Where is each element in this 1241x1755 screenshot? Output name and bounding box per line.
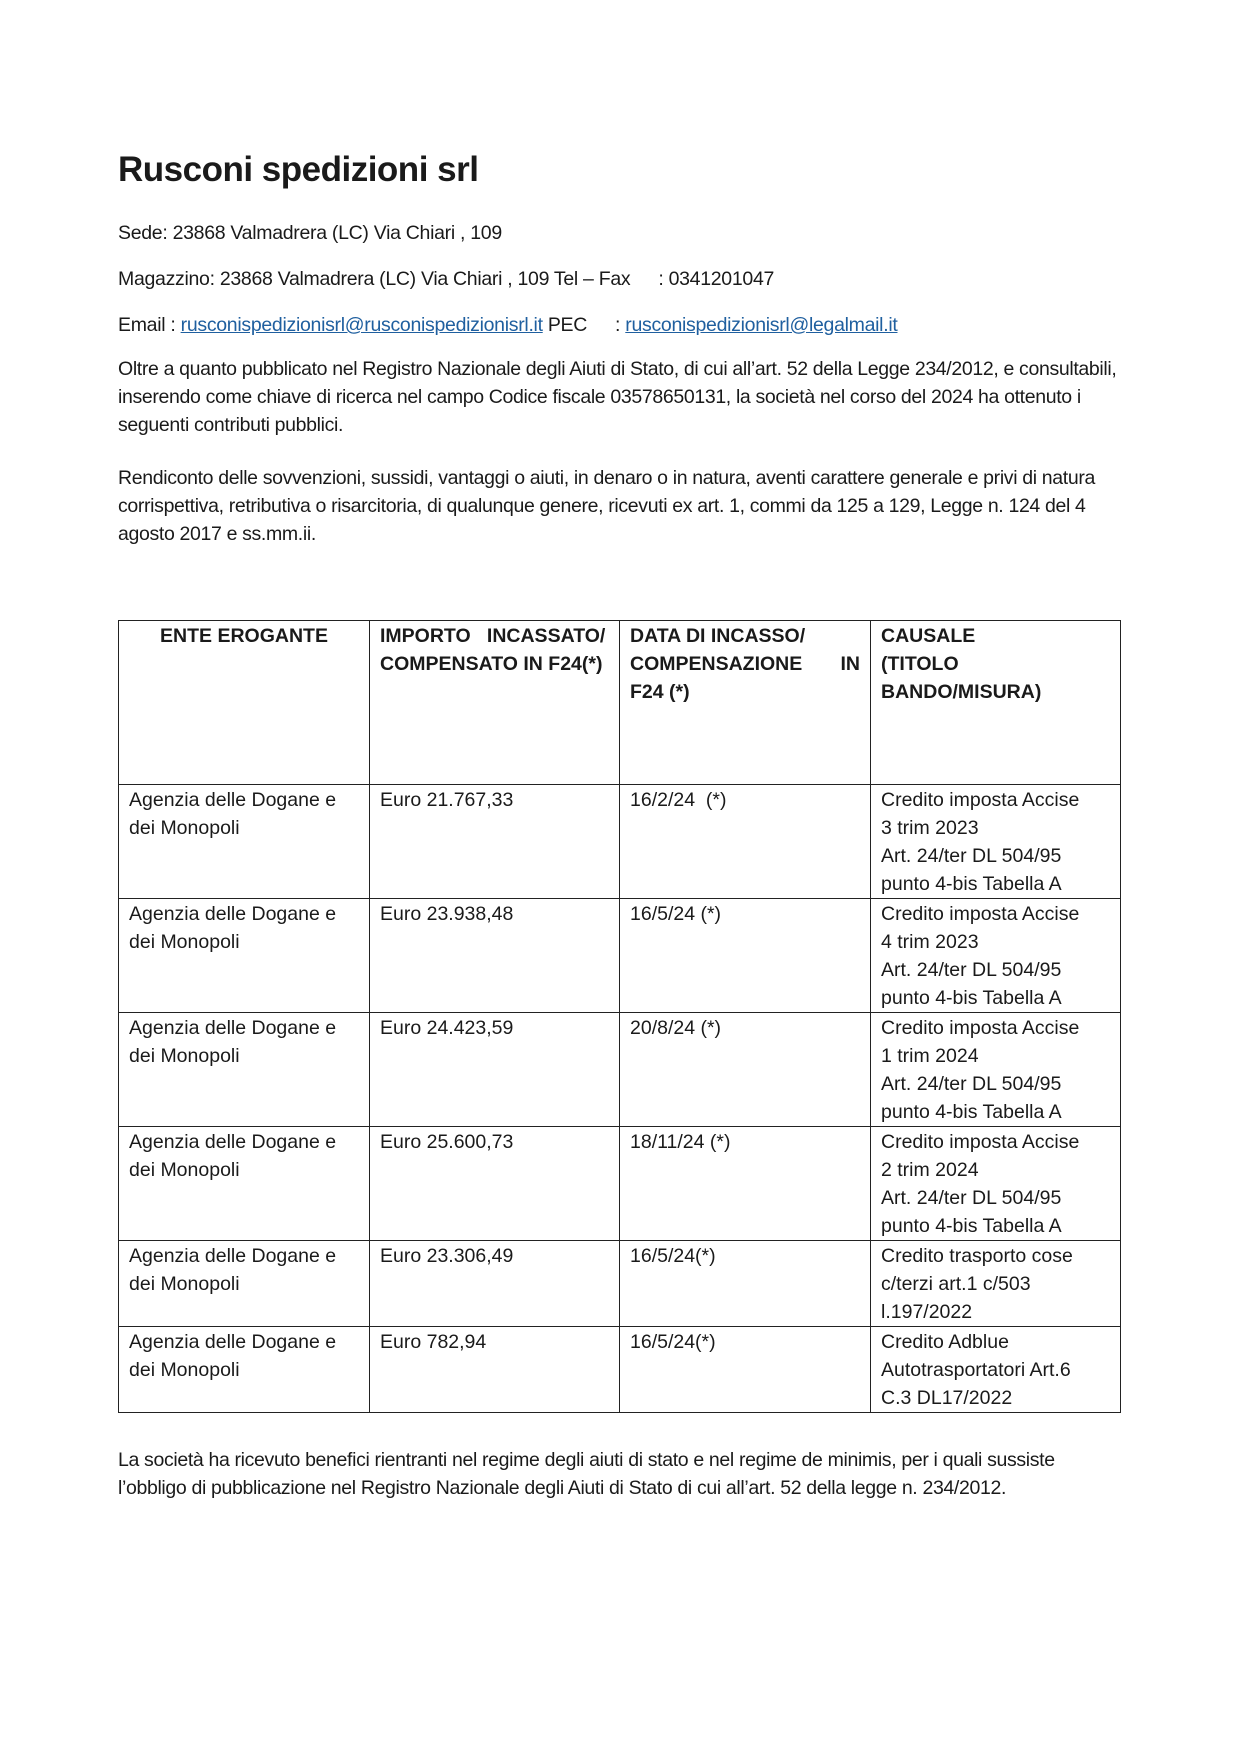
- header-causale: [871, 621, 1121, 785]
- causale-line: 4 trim 2023: [881, 931, 979, 953]
- cell-data: [620, 1241, 871, 1327]
- cell-ente: [119, 1127, 370, 1241]
- header-ente-erogante: [119, 621, 370, 785]
- ente-line-1: Agenzia delle Dogane e: [129, 789, 337, 811]
- header-data-line-2a: COMPENSAZIONE: [630, 653, 803, 675]
- data-text: 16/5/24 (*): [630, 903, 722, 925]
- cell-data: [620, 1127, 871, 1241]
- causale-line: Credito trasporto cose: [881, 1245, 1073, 1267]
- header-importo-line-1: IMPORTO INCASSATO/: [380, 625, 606, 647]
- ente-line-2: dei Monopoli: [129, 1273, 240, 1295]
- ente-line-1: Agenzia delle Dogane e: [129, 1017, 337, 1039]
- header-causale-line-3: BANDO/MISURA): [881, 681, 1042, 703]
- cell-importo: Euro 782,94: [370, 1327, 620, 1413]
- causale-line: Art. 24/ter DL 504/95: [881, 959, 1062, 981]
- cell-data: [620, 785, 871, 899]
- cell-ente: [119, 1241, 370, 1327]
- cell-importo: Euro 25.600,73: [370, 1127, 620, 1241]
- email-label: Email :: [118, 314, 176, 336]
- causale-line: c/terzi art.1 c/503: [881, 1273, 1031, 1295]
- causale-line: punto 4-bis Tabella A: [881, 1215, 1062, 1237]
- header-importo: [370, 621, 620, 785]
- email-line: [118, 314, 897, 337]
- table-row: [119, 1327, 1121, 1413]
- causale-line: 1 trim 2024: [881, 1045, 979, 1067]
- tel-fax-number: 0341201047: [668, 268, 775, 290]
- cell-ente: [119, 1327, 370, 1413]
- header-importo-line-2: COMPENSATO IN F24(*): [380, 653, 603, 675]
- data-text: 18/11/24 (*): [630, 1131, 731, 1153]
- causale-line: 2 trim 2024: [881, 1159, 979, 1181]
- header-data-line-2b: IN: [840, 653, 860, 675]
- causale-line: l.197/2022: [881, 1301, 973, 1323]
- ente-line-2: dei Monopoli: [129, 817, 240, 839]
- cell-causale: [871, 1013, 1121, 1127]
- causale-line: 3 trim 2023: [881, 817, 979, 839]
- email-link[interactable]: rusconispedizionisrl@rusconispedizionisrl.it: [180, 314, 543, 336]
- cell-causale: [871, 1241, 1121, 1327]
- causale-line: Art. 24/ter DL 504/95: [881, 1187, 1062, 1209]
- causale-line: punto 4-bis Tabella A: [881, 873, 1062, 895]
- magazzino-address: Magazzino: 23868 Valmadrera (LC) Via Chiari , 109 Tel – Fax: [118, 268, 631, 290]
- cell-importo: Euro 23.938,48: [370, 899, 620, 1013]
- causale-line: Credito imposta Accise: [881, 1131, 1080, 1153]
- ente-line-2: dei Monopoli: [129, 931, 240, 953]
- data-text: 16/2/24 (*): [630, 789, 727, 811]
- cell-importo: Euro 24.423,59: [370, 1013, 620, 1127]
- cell-causale: [871, 1127, 1121, 1241]
- causale-line: Credito Adblue: [881, 1331, 1009, 1353]
- cell-ente: [119, 785, 370, 899]
- cell-causale: [871, 1327, 1121, 1413]
- closing-paragraph: La società ha ricevuto benefici rientranti nel regime degli aiuti di stato e nel regime de minimis, per i quali sussiste l’obbligo di pubblicazione nel Registro Nazionale degli Aiuti di Stato di cui all’art. 52 della legge n. 234/2012.: [118, 1449, 1055, 1499]
- data-text: 16/5/24(*): [630, 1245, 716, 1267]
- data-text: 16/5/24(*): [630, 1331, 716, 1353]
- company-title: Rusconi spedizioni srl: [118, 150, 479, 189]
- causale-line: Credito imposta Accise: [881, 789, 1080, 811]
- magazzino-line: [118, 268, 774, 291]
- tel-fax-separator: :: [658, 268, 664, 290]
- ente-line-2: dei Monopoli: [129, 1359, 240, 1381]
- cell-importo: Euro 21.767,33: [370, 785, 620, 899]
- header-data: [620, 621, 871, 785]
- pec-separator: :: [615, 314, 621, 336]
- header-data-line-1: DATA DI INCASSO/: [630, 625, 806, 647]
- cell-data: [620, 899, 871, 1013]
- table-row: [119, 1127, 1121, 1241]
- cell-importo: Euro 23.306,49: [370, 1241, 620, 1327]
- table-row: [119, 899, 1121, 1013]
- causale-line: Art. 24/ter DL 504/95: [881, 845, 1062, 867]
- ente-line-1: Agenzia delle Dogane e: [129, 1331, 337, 1353]
- table-row: [119, 1241, 1121, 1327]
- header-ente-text: ENTE EROGANTE: [160, 625, 328, 647]
- ente-line-1: Agenzia delle Dogane e: [129, 903, 337, 925]
- causale-line: Credito imposta Accise: [881, 1017, 1080, 1039]
- header-causale-line-1: CAUSALE: [881, 625, 976, 647]
- contributions-table: [118, 620, 1121, 1413]
- cell-data: [620, 1327, 871, 1413]
- cell-causale: [871, 785, 1121, 899]
- header-data-line-2: [630, 650, 860, 678]
- cell-causale: [871, 899, 1121, 1013]
- table-row: [119, 1013, 1121, 1127]
- causale-line: punto 4-bis Tabella A: [881, 987, 1062, 1009]
- cell-ente: [119, 1013, 370, 1127]
- sede-line: Sede: 23868 Valmadrera (LC) Via Chiari , 109: [118, 222, 502, 244]
- cell-ente: [119, 899, 370, 1013]
- header-data-line-3: F24 (*): [630, 681, 690, 703]
- pec-label: PEC: [547, 314, 588, 336]
- ente-line-2: dei Monopoli: [129, 1045, 240, 1067]
- cell-data: [620, 1013, 871, 1127]
- pec-link[interactable]: rusconispedizionisrl@legalmail.it: [625, 314, 898, 336]
- header-causale-line-2: (TITOLO: [881, 653, 959, 675]
- causale-line: punto 4-bis Tabella A: [881, 1101, 1062, 1123]
- causale-line: Credito imposta Accise: [881, 903, 1080, 925]
- table-header-row: [119, 621, 1121, 785]
- causale-line: Autotrasportatori Art.6: [881, 1359, 1071, 1381]
- intro-paragraph-2: Rendiconto delle sovvenzioni, sussidi, vantaggi o aiuti, in denaro o in natura, aventi carattere generale e privi di natura corrispettiva, retributiva o risarcitoria, di qualunque genere, ricevuti ex art. 1, commi da 125 a 129, Legge n. 124 del 4 agosto 2017 e ss.mm.ii.: [118, 467, 1095, 545]
- ente-line-2: dei Monopoli: [129, 1159, 240, 1181]
- ente-line-1: Agenzia delle Dogane e: [129, 1245, 337, 1267]
- table-row: [119, 785, 1121, 899]
- data-text: 20/8/24 (*): [630, 1017, 722, 1039]
- causale-line: C.3 DL17/2022: [881, 1387, 1013, 1409]
- ente-line-1: Agenzia delle Dogane e: [129, 1131, 337, 1153]
- intro-paragraph-1: Oltre a quanto pubblicato nel Registro Nazionale degli Aiuti di Stato, di cui all’art. 52 della Legge 234/2012, e consultabili, inserendo come chiave di ricerca nel campo Codice fiscale 03578650131, la società nel corso del 2024 ha ottenuto i seguenti contributi pubblici.: [118, 358, 1117, 436]
- causale-line: Art. 24/ter DL 504/95: [881, 1073, 1062, 1095]
